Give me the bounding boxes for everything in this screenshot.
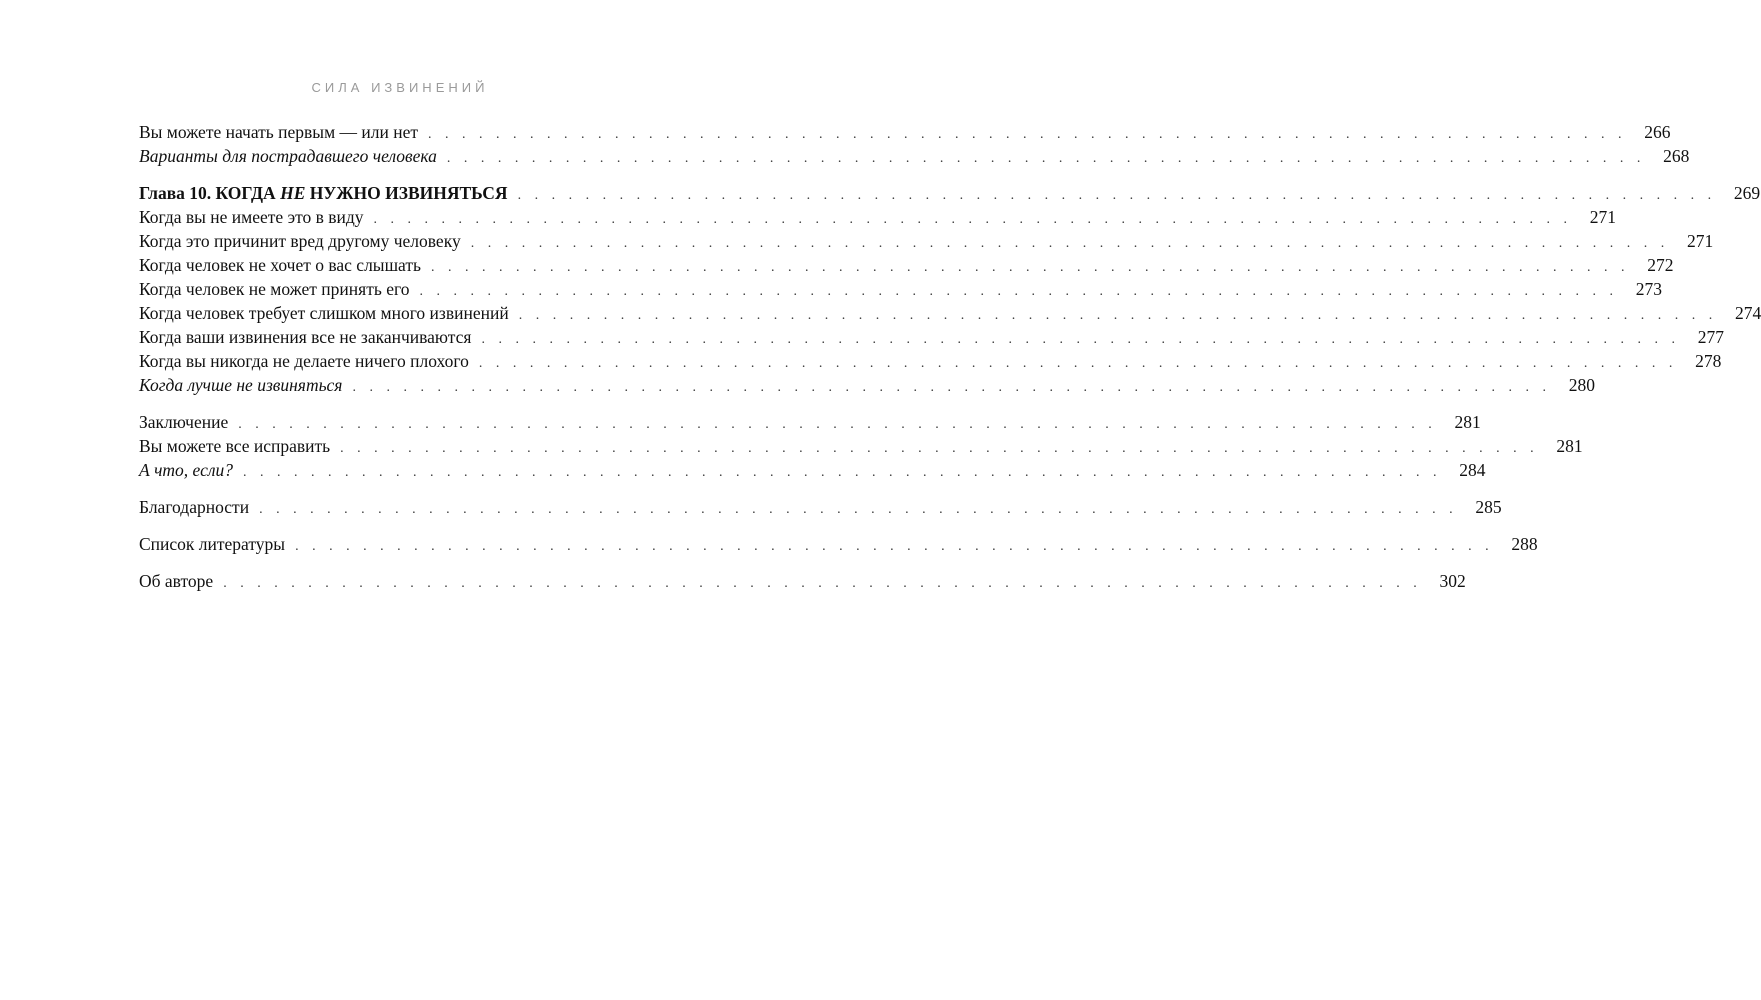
dot-leader: . . . . . . . . . . . . . . . . . . . . . . . . . . . . . . . . . . . . . . . . . . . . . . . . . . . . . . . . . . . . . . . . . . . . . . . xyxy=(259,502,1458,517)
toc-entry[interactable] xyxy=(139,144,1690,168)
toc-entry-title: Список литературы xyxy=(139,534,286,554)
dot-leader: . . . . . . . . . . . . . . . . . . . . . . . . . . . . . . . . . . . . . . . . . . . . . . . . . . . . . . . . . . . . . . . . . . . . . . . xyxy=(481,332,1680,347)
toc-entry-page: 273 xyxy=(1635,279,1662,299)
toc-entry-page: 274 xyxy=(1734,303,1761,323)
toc-entry-page: 266 xyxy=(1644,122,1671,142)
toc-entry-page: 277 xyxy=(1697,327,1724,347)
dot-leader: . . . . . . . . . . . . . . . . . . . . . . . . . . . . . . . . . . . . . . . . . . . . . . . . . . . . . . . . . . . . . . . . . . . . . . . xyxy=(470,236,1670,251)
toc-entry-title: Когда человек не может принять его xyxy=(139,279,410,299)
chapter-title-emphasis: НЕ xyxy=(280,183,306,203)
dot-leader: . . . . . . . . . . . . . . . . . . . . . . . . . . . . . . . . . . . . . . . . . . . . . . . . . . . . . . . . . . . . . . . . . . . . . . . xyxy=(517,188,1717,203)
toc-entry[interactable] xyxy=(139,301,1761,325)
toc-entry-page: 271 xyxy=(1686,231,1714,251)
dot-leader: . . . . . . . . . . . . . . . . . . . . . . . . . . . . . . . . . . . . . . . . . . . . . . . . . . . . . . . . . . . . . . . . . . . . . . . xyxy=(223,576,1422,591)
toc-entry[interactable] xyxy=(139,120,1671,144)
toc-entry-title: Вы можете все исправить xyxy=(139,436,331,456)
toc-entry-page: 278 xyxy=(1695,351,1722,371)
toc-entry[interactable] xyxy=(139,458,1486,482)
toc-entry[interactable] xyxy=(139,495,1502,519)
dot-leader: . . . . . . . . . . . . . . . . . . . . . . . . . . . . . . . . . . . . . . . . . . . . . . . . . . . . . . . . . . . . . . . . . . . . . . . xyxy=(428,127,1627,142)
toc-entry-title: Когда вы никогда не делаете ничего плохого xyxy=(139,351,469,371)
toc-entry[interactable] xyxy=(139,373,1595,397)
dot-leader: . . . . . . . . . . . . . . . . . . . . . . . . . . . . . . . . . . . . . . . . . . . . . . . . . . . . . . . . . . . . . . . . . . . . . . . xyxy=(518,308,1718,323)
running-header: СИЛА ИЗВИНЕНИЙ xyxy=(311,80,489,95)
toc-entry-page: 281 xyxy=(1454,412,1481,432)
toc-entry[interactable] xyxy=(139,349,1722,373)
dot-leader: . . . . . . . . . . . . . . . . . . . . . . . . . . . . . . . . . . . . . . . . . . . . . . . . . . . . . . . . . . . . . . . . . . . . . . . xyxy=(446,151,1646,166)
toc-chapter-heading[interactable] xyxy=(139,181,1761,205)
toc-entry-title: Варианты для пострадавшего человека xyxy=(139,146,437,166)
toc-entry-title: Когда лучше не извиняться xyxy=(139,375,343,395)
toc-entry-title: А что, если? xyxy=(139,460,233,480)
chapter-title-prefix: Глава 10. КОГДА xyxy=(139,183,281,203)
toc-entry-title: Когда человек требует слишком много извинений xyxy=(139,303,509,323)
dot-leader: . . . . . . . . . . . . . . . . . . . . . . . . . . . . . . . . . . . . . . . . . . . . . . . . . . . . . . . . . . . . . . . . . . . . . . . xyxy=(419,284,1618,299)
dot-leader: . . . . . . . . . . . . . . . . . . . . . . . . . . . . . . . . . . . . . . . . . . . . . . . . . . . . . . . . . . . . . . . . . . . . . . . xyxy=(340,441,1539,456)
toc-entry-page: 284 xyxy=(1459,460,1486,480)
toc-entry[interactable] xyxy=(139,410,1481,434)
chapter-title xyxy=(139,181,518,205)
toc-entry-page: 285 xyxy=(1475,497,1502,517)
dot-leader: . . . . . . . . . . . . . . . . . . . . . . . . . . . . . . . . . . . . . . . . . . . . . . . . . . . . . . . . . . . . . . . . . . . . . . . xyxy=(373,212,1573,227)
dot-leader: . . . . . . . . . . . . . . . . . . . . . . . . . . . . . . . . . . . . . . . . . . . . . . . . . . . . . . . . . . . . . . . . . . . . . . . xyxy=(478,356,1678,371)
dot-leader: . . . . . . . . . . . . . . . . . . . . . . . . . . . . . . . . . . . . . . . . . . . . . . . . . . . . . . . . . . . . . . . . . . . . . . . xyxy=(352,380,1551,395)
toc-entry-title: Благодарности xyxy=(139,497,250,517)
dot-leader: . . . . . . . . . . . . . . . . . . . . . . . . . . . . . . . . . . . . . . . . . . . . . . . . . . . . . . . . . . . . . . . . . . . . . . . xyxy=(238,417,1437,432)
toc-entry-page: 281 xyxy=(1556,436,1583,456)
toc-entry-title: Когда вы не имеете это в виду xyxy=(139,207,364,227)
toc-entry[interactable] xyxy=(139,569,1466,593)
chapter-title-suffix: НУЖНО ИЗВИНЯТЬСЯ xyxy=(305,183,508,203)
toc-entry[interactable] xyxy=(139,532,1538,556)
dot-leader: . . . . . . . . . . . . . . . . . . . . . . . . . . . . . . . . . . . . . . . . . . . . . . . . . . . . . . . . . . . . . . . . . . . . . . . xyxy=(430,260,1630,275)
toc-entry-page: 272 xyxy=(1647,255,1674,275)
toc-entry-title: Когда ваши извинения все не заканчиваются xyxy=(139,327,472,347)
toc-entry-page: 288 xyxy=(1511,534,1538,554)
dot-leader: . . . . . . . . . . . . . . . . . . . . . . . . . . . . . . . . . . . . . . . . . . . . . . . . . . . . . . . . . . . . . . . . . . . . . . . xyxy=(295,539,1494,554)
toc-entry-title: Когда это причинит вред другому человеку xyxy=(139,231,461,251)
toc-entry-page: 271 xyxy=(1589,207,1617,227)
toc-entry-title: Заключение xyxy=(139,412,229,432)
toc-entry-page: 302 xyxy=(1439,571,1466,591)
dot-leader: . . . . . . . . . . . . . . . . . . . . . . . . . . . . . . . . . . . . . . . . . . . . . . . . . . . . . . . . . . . . . . . . . . . . . . . xyxy=(243,465,1442,480)
toc-entry[interactable] xyxy=(139,434,1583,458)
toc-entry[interactable] xyxy=(139,253,1674,277)
toc-entry-page: 280 xyxy=(1568,375,1595,395)
toc-entry-title: Вы можете начать первым — или нет xyxy=(139,122,419,142)
toc-entry-page: 268 xyxy=(1663,146,1690,166)
toc-entry-title: Об авторе xyxy=(139,571,214,591)
toc-entry[interactable] xyxy=(139,229,1714,253)
toc-entry[interactable] xyxy=(139,205,1617,229)
toc-entry-page: 269 xyxy=(1733,183,1761,203)
table-of-contents-body xyxy=(139,120,1761,593)
toc-entry[interactable] xyxy=(139,277,1662,301)
toc-entry-title: Когда человек не хочет о вас слышать xyxy=(139,255,421,275)
toc-entry[interactable] xyxy=(139,325,1724,349)
